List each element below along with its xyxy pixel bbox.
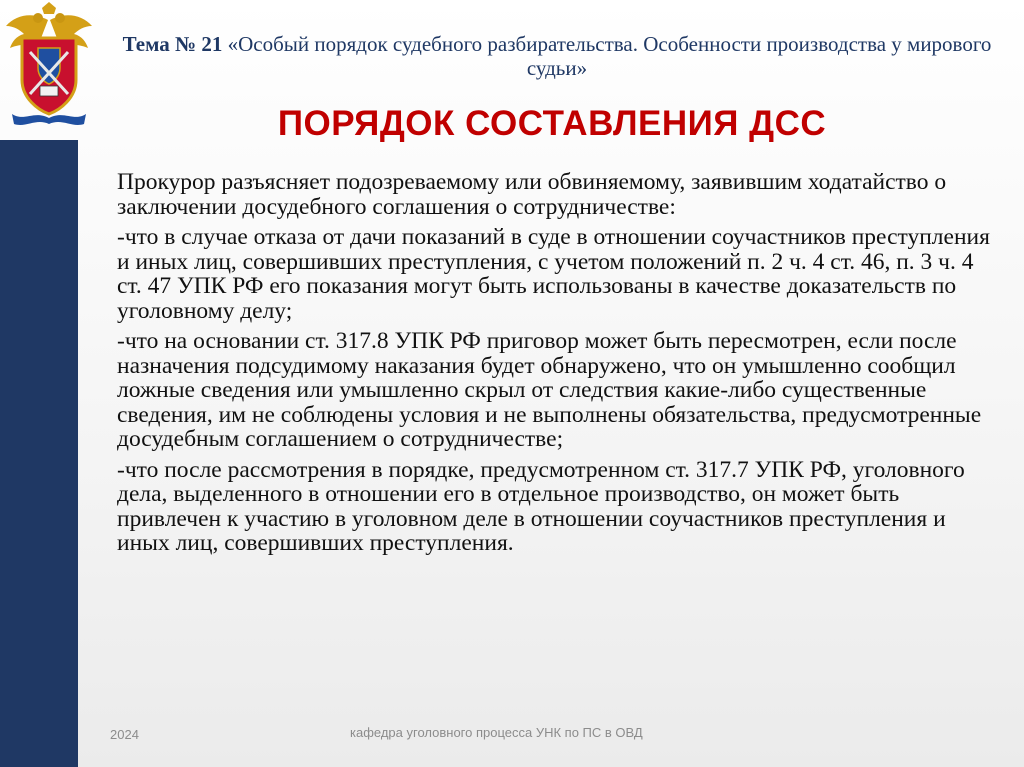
footer-department: кафедра уголовного процесса УНК по ПС в ОВД xyxy=(350,725,643,740)
list-item: -что в случае отказа от дачи показаний в суде в отношении соучастников преступления и иных лиц, совершивших преступления, с учетом положений п. 2 ч. 4 ст. 46, п. 3 ч. 4 ст. 47 УПК РФ его показания могут быть использованы в качестве доказательств по уголовному делу; xyxy=(117,224,990,324)
side-bar xyxy=(0,140,78,767)
footer-year: 2024 xyxy=(110,727,139,742)
topic-text: «Особый порядок судебного разбирательства. Особенности производства у мирового судьи» xyxy=(227,32,992,80)
topic-prefix: Тема № 21 xyxy=(122,32,223,56)
list-item: -что на основании ст. 317.8 УПК РФ приговор может быть пересмотрен, если после назначения подсудимому наказания будет обнаружено, что он умышленно сообщил ложные сведения или умышленно скрыл от следствия какие-либо существенные сведения, им не соблюдены условия и не выполнены обязательства, предусмотренные досудебным соглашением о сотрудничестве; xyxy=(117,328,982,452)
slide-body xyxy=(117,170,996,562)
topic-heading xyxy=(110,32,1004,80)
slide-title: ПОРЯДОК СОСТАВЛЕНИЯ ДСС xyxy=(277,104,827,143)
emblem-icon xyxy=(4,2,94,126)
intro-paragraph: Прокурор разъясняет подозреваемому или обвиняемому, заявившим ходатайство о заключении досудебного соглашения о сотрудничестве: xyxy=(117,169,947,220)
list-item: -что после рассмотрения в порядке, предусмотренном ст. 317.7 УПК РФ, уголовного дела, выделенного в отношении его в отдельное производство, он может быть привлечен к участию в уголовном деле в отношении соучастников преступления и иных лиц, совершивших преступления. xyxy=(117,456,965,556)
